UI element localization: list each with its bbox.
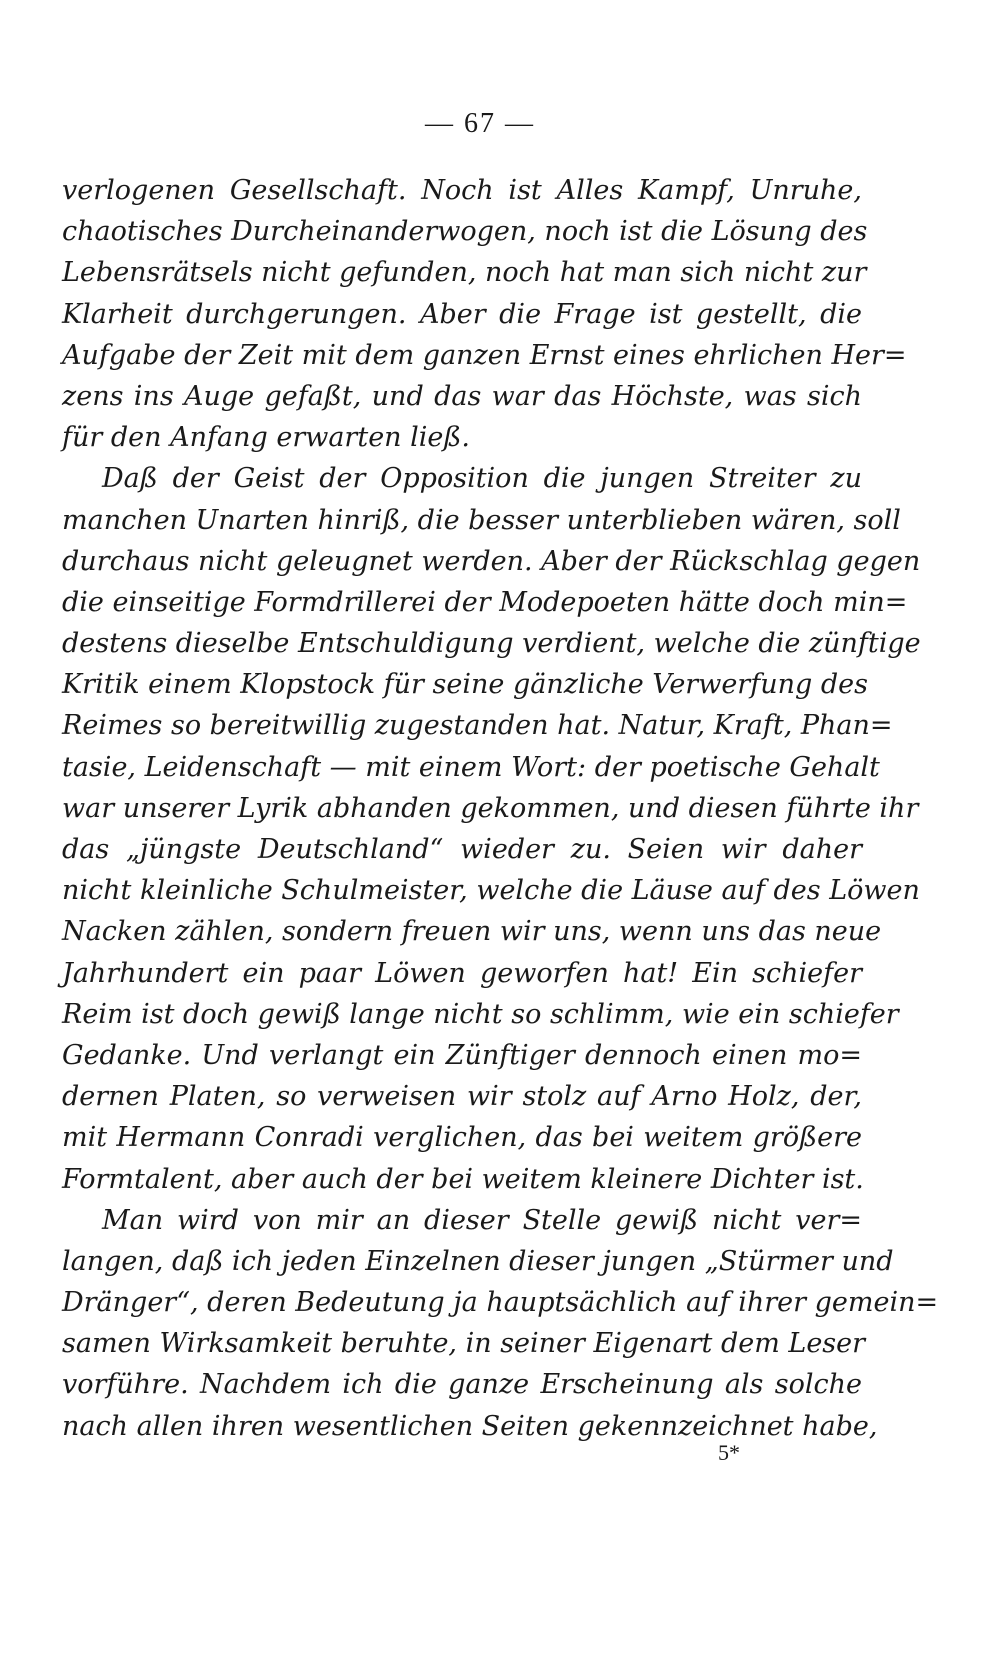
text-line: für den Anfang erwarten ließ.: [62, 422, 471, 454]
text-line: mit Hermann Conradi verglichen, das bei weitem größere: [62, 1122, 862, 1154]
text-line: verlogenen Gesellschaft. Noch ist Alles Kampf, Unruhe,: [62, 175, 862, 206]
text-line: das „jüngste Deutschland“ wieder zu. Seien wir daher: [62, 834, 862, 865]
text-line: chaotisches Durcheinanderwogen, noch ist die Lösung des: [62, 216, 868, 248]
text-line: zens ins Auge gefaßt, und das war das Höchste, was sich: [62, 380, 862, 412]
text-line: war unserer Lyrik abhanden gekommen, und diesen führte ihr: [62, 792, 919, 824]
text-line: samen Wirksamkeit beruhte, in seiner Eigenart dem Leser: [62, 1328, 866, 1360]
text-line: tasie, Leidenschaft — mit einem Wort: der poetische Gehalt: [62, 751, 880, 783]
text-line: Lebensrätsels nicht gefunden, noch hat man sich nicht zur: [62, 257, 867, 289]
text-line: Gedanke. Und verlangt ein Zünftiger dennoch einen mo=: [62, 1039, 862, 1071]
text-line: nach allen ihren wesentlichen Seiten gekennzeichnet habe,: [62, 1410, 878, 1442]
text-line: langen, daß ich jeden Einzelnen dieser jungen „Stürmer und: [62, 1245, 894, 1277]
text-line: Kritik einem Klopstock für seine gänzliche Verwerfung des: [62, 669, 868, 701]
text-line: Aufgabe der Zeit mit dem ganzen Ernst eines ehrlichen Her=: [62, 339, 907, 371]
text-line: Man wird von mir an dieser Stelle gewiß nicht ver=: [102, 1204, 862, 1236]
text-line: dernen Platen, so verweisen wir stolz auf Arno Holz, der,: [62, 1081, 862, 1113]
text-line: destens dieselbe Entschuldigung verdient, welche die zünftige: [62, 628, 921, 660]
page-number: — 67 —: [425, 108, 535, 139]
printer-signature-mark: 5*: [718, 1440, 740, 1465]
text-line: Nacken zählen, sondern freuen wir uns, wenn uns das neue: [62, 916, 882, 948]
text-line: die einseitige Formdrillerei der Modepoeten hätte doch min=: [62, 586, 908, 618]
text-line: Jahrhundert ein paar Löwen geworfen hat! Ein schiefer: [62, 957, 862, 989]
text-line: Reim ist doch gewiß lange nicht so schlimm, wie ein schiefer: [62, 998, 899, 1030]
text-line: vorführe. Nachdem ich die ganze Erscheinung als solche: [62, 1369, 862, 1401]
text-line: Dränger“, deren Bedeutung ja hauptsächlich auf ihrer gemein=: [62, 1287, 939, 1319]
text-line: Daß der Geist der Opposition die jungen Streiter zu: [102, 463, 862, 495]
text-line: Klarheit durchgerungen. Aber die Frage ist gestellt, die: [62, 298, 862, 330]
text-line: durchaus nicht geleugnet werden. Aber der Rückschlag gegen: [62, 545, 921, 577]
body-text: [62, 170, 939, 1447]
text-line: manchen Unarten hinriß, die besser unterblieben wären, soll: [62, 504, 901, 536]
text-line: nicht kleinliche Schulmeister, welche die Läuse auf des Löwen: [62, 875, 920, 907]
text-line: Reimes so bereitwillig zugestanden hat. Natur, Kraft, Phan=: [62, 710, 893, 742]
text-line: Formtalent, aber auch der bei weitem kleinere Dichter ist.: [62, 1163, 864, 1195]
